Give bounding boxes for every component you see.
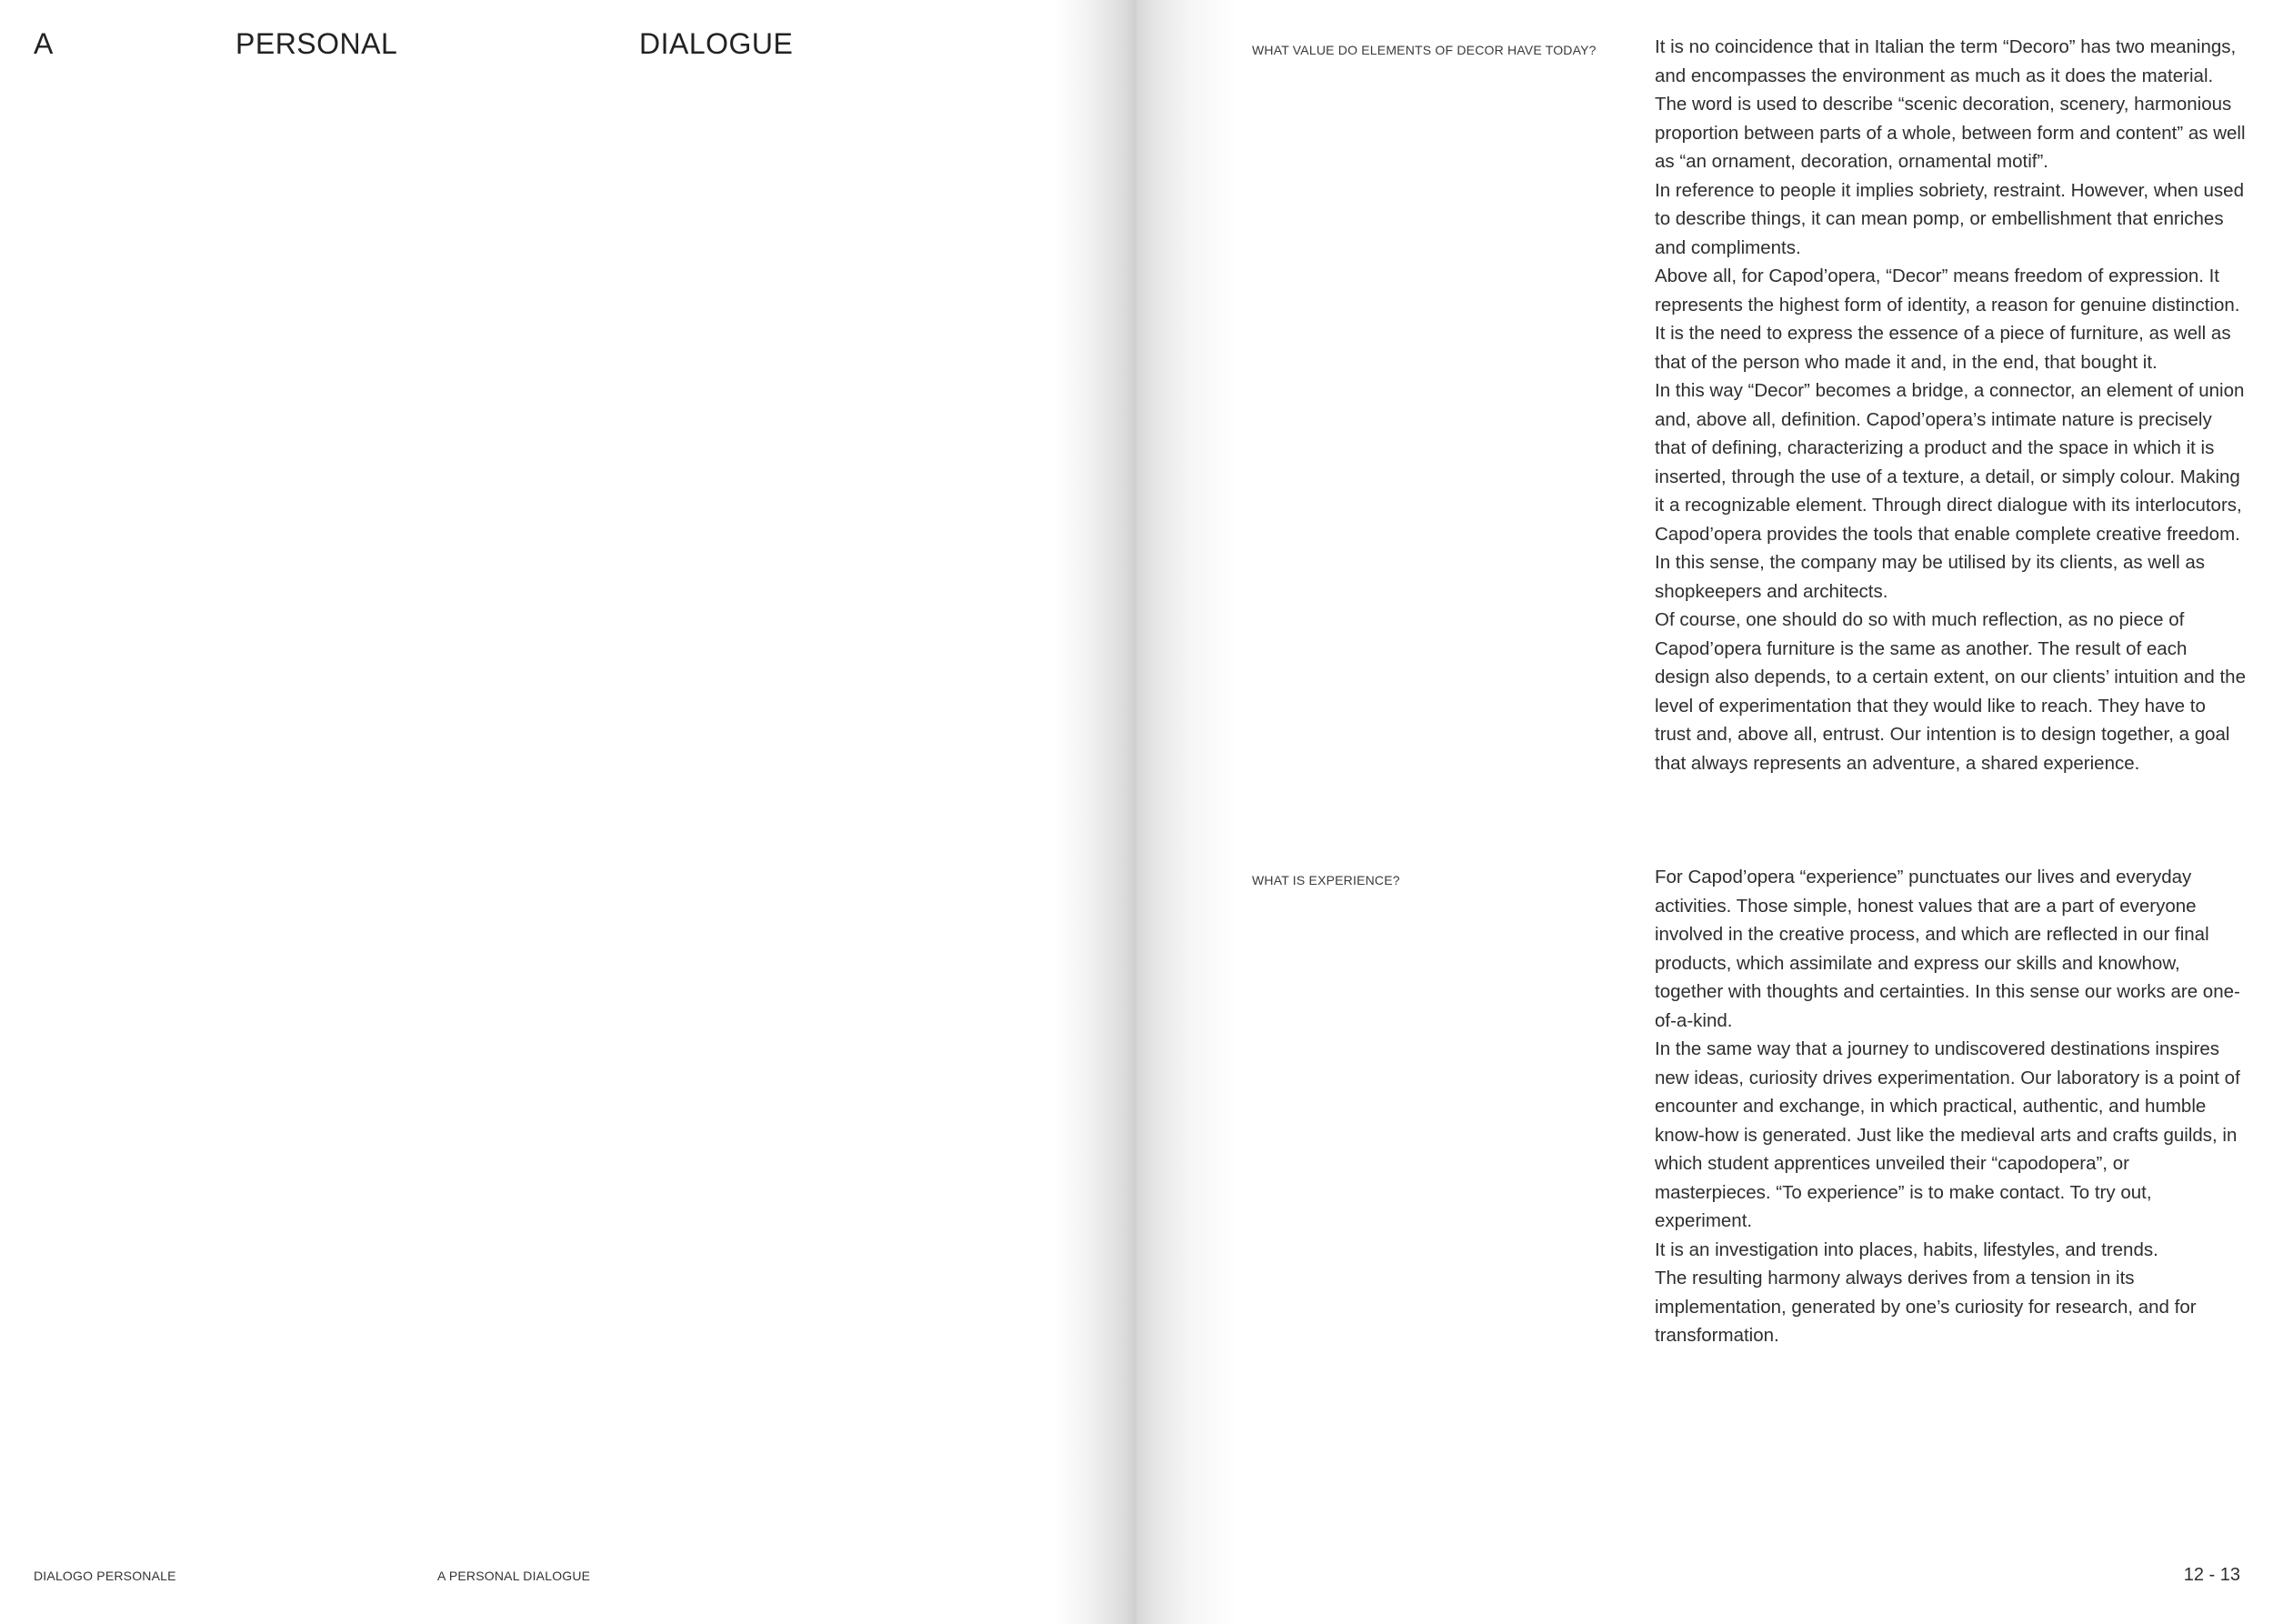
answer-paragraph: The resulting harmony always derives from a tension in its implementation, generated by one’s curiosity for research, and for transformation.: [1655, 1268, 2197, 1346]
answer-paragraph: For Capod’opera “experience” punctuates our lives and everyday activities. Those simple, honest values that are a part of everyone involved in the creative process, and which are reflected in our final products, which assimilate and express our skills and knowhow, together with thoughts and certainties. In this sense our works are one-of-a-kind.: [1655, 867, 2240, 1031]
answer-paragraph: In this way “Decor” becomes a bridge, a connector, an element of union and, above all, definition. Capod’opera’s intimate nature is precisely that of defining, characterizing a product and the space in which it is inserted, through the use of a texture, a detail, or simply colour. Making it a recognizable element. Through direct dialogue with its interlocutors, Capod’opera provides the tools that enable complete creative freedom. In this sense, the company may be utilised by its clients, as well as shopkeepers and architects.: [1655, 380, 2245, 602]
answer-paragraph: In reference to people it implies sobriety, restraint. However, when used to describe things, it can mean pomp, or embellishment that enriches and compliments.: [1655, 179, 2244, 258]
question-experience: WHAT IS EXPERIENCE?: [1252, 873, 1400, 887]
answer-paragraph: In the same way that a journey to undiscovered destinations inspires new ideas, curiosity drives experimentation. Our laboratory is a point of encounter and exchange, in which practical, authentic, and humble know-how is generated. Just like the medieval arts and crafts guilds, in which student apprentices unveiled their “capodopera”, or masterpieces. “To experience” is to make contact. To try out, experiment.: [1655, 1038, 2240, 1231]
question-decor: WHAT VALUE DO ELEMENTS OF DECOR HAVE TODAY?: [1252, 43, 1597, 57]
title-word-dialogue: DIALOGUE: [639, 27, 794, 60]
answer-paragraph: It is no coincidence that in Italian the term “Decoro” has two meanings, and encompasses the environment as much as it does the material. The word is used to describe “scenic decoration, scenery, harmonious proportion between parts of a whole, between form and content” as well as “an ornament, decoration, ornamental motif”.: [1655, 36, 2246, 172]
answer-paragraph: Of course, one should do so with much reflection, as no piece of Capod’opera furniture is the same as another. The result of each design also depends, to a certain extent, on our clients’ intuition and the level of experimentation that they would like to reach. They have to trust and, above all, entrust. Our intention is to design together, a goal that always represents an adventure, a shared experience.: [1655, 609, 2246, 774]
footer-english-title: A PERSONAL DIALOGUE: [437, 1569, 591, 1583]
answer-paragraph: It is an investigation into places, habits, lifestyles, and trends.: [1655, 1238, 2158, 1260]
footer-italian-title: DIALOGO PERSONALE: [34, 1569, 176, 1583]
answer-decor: [1655, 33, 2246, 777]
left-page: [0, 0, 1136, 1624]
answer-experience: [1655, 863, 2246, 1350]
answer-paragraph: Above all, for Capod’opera, “Decor” means freedom of expression. It represents the highest form of identity, a reason for genuine distinction. It is the need to express the essence of a piece of furniture, as well as that of the person who made it and, in the end, that bought it.: [1655, 266, 2240, 373]
title-word-a: A: [34, 27, 54, 60]
page-numbers: 12 - 13: [2183, 1565, 2240, 1585]
title-word-personal: PERSONAL: [235, 27, 398, 60]
